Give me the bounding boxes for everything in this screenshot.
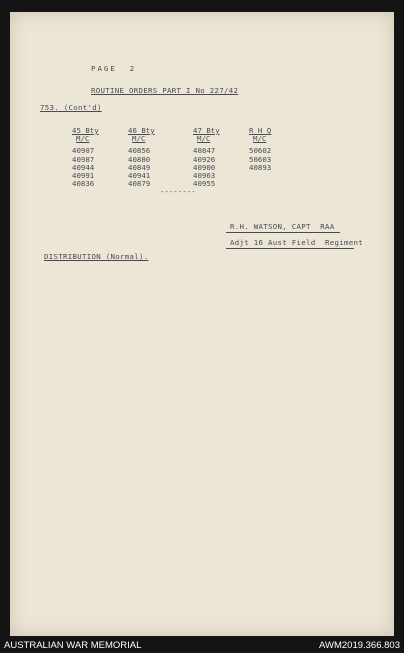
list-item: 50603 <box>249 154 272 164</box>
document-title: ROUTINE ORDERS PART I No 227/42 <box>91 86 239 95</box>
column-47-bty <box>193 127 220 188</box>
column-header: 47 Bty <box>193 126 220 135</box>
signature-rule <box>226 232 340 233</box>
list-item: 40941 <box>128 171 151 181</box>
list-item: 40926 <box>193 154 216 164</box>
list-item: 40893 <box>249 162 272 172</box>
list-item: 40944 <box>72 162 95 172</box>
list-item: 40849 <box>128 162 151 172</box>
list-item: 40880 <box>128 154 151 164</box>
list-item: 40987 <box>72 154 95 164</box>
archive-reference: AWM2019.366.803 <box>319 640 400 651</box>
signature-name: R.H. WATSON, CAPT RAA <box>230 222 335 231</box>
distribution-note: DISTRIBUTION (Normal). <box>44 252 149 261</box>
column-header: 45 Bty <box>72 126 99 135</box>
page-label: PAGE 2 <box>91 64 137 73</box>
column-header: 46 Bty <box>128 126 155 135</box>
column-45-bty <box>72 127 99 188</box>
list-item: 40879 <box>128 179 151 189</box>
list-item: 40836 <box>72 179 95 189</box>
column-rhq <box>249 127 271 172</box>
column-header: R H Q <box>249 126 272 135</box>
signature-role-rule <box>226 248 354 249</box>
list-item: 40900 <box>193 162 216 172</box>
list-item: 40907 <box>72 146 95 156</box>
list-item: 40955 <box>193 179 216 189</box>
list-item: 40991 <box>72 171 95 181</box>
column-subheader: M/C <box>132 134 146 144</box>
list-item: 40963 <box>193 171 216 181</box>
separator-line: -------- <box>160 187 196 196</box>
column-46-bty <box>128 127 155 188</box>
archive-credit: AUSTRALIAN WAR MEMORIAL <box>4 640 142 651</box>
section-heading: 753. (Cont'd) <box>40 103 102 112</box>
column-subheader: M/C <box>76 134 90 144</box>
list-item: 50602 <box>249 146 272 156</box>
list-item: 40856 <box>128 146 151 156</box>
column-subheader: M/C <box>253 134 267 144</box>
column-subheader: M/C <box>197 134 211 144</box>
signature-role: Adjt 16 Aust Field Regiment <box>230 238 363 247</box>
list-item: 40847 <box>193 146 216 156</box>
